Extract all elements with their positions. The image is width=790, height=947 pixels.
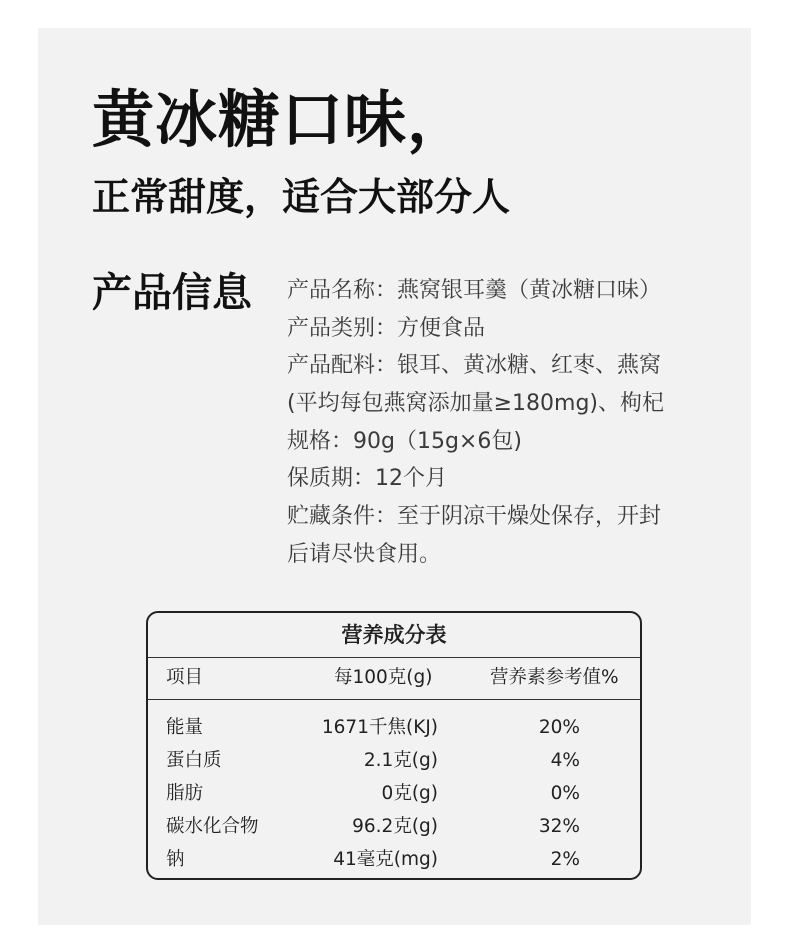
column-header-nrv: 营养素参考值%: [490, 667, 619, 688]
table-row: [148, 744, 640, 777]
row-per100g: 41毫克(mg): [333, 849, 438, 870]
product-category-line: 产品类别：方便食品: [287, 315, 486, 341]
headline-sweetness: 正常甜度，适合大部分人: [92, 175, 511, 219]
column-header-per100g: 每100克(g): [334, 667, 433, 688]
nutrition-table-title: 营养成分表: [341, 623, 447, 647]
row-nrv: 0%: [550, 783, 580, 804]
row-item: 碳水化合物: [166, 816, 259, 837]
column-header-item: 项目: [166, 667, 204, 688]
table-row: [148, 711, 640, 744]
product-spec-line: 规格：90g（15g×6包): [287, 428, 522, 454]
product-info-list: [287, 272, 717, 574]
table-row: [148, 843, 640, 876]
headline-flavor: 黄冰糖口味，: [92, 83, 471, 156]
product-storage-line: 贮藏条件：至于阴凉干燥处保存，开封: [287, 504, 662, 530]
row-nrv: 20%: [538, 717, 580, 738]
nutrition-rows: [148, 711, 640, 876]
row-per100g: 2.1克(g): [363, 750, 438, 771]
row-per100g: 96.2克(g): [352, 816, 438, 837]
product-ingredients-line-2: (平均每包燕窝添加量≥180mg)、枸杞: [287, 391, 664, 417]
row-item: 蛋白质: [166, 750, 222, 771]
table-row: [148, 777, 640, 810]
row-per100g: 1671千焦(KJ): [321, 717, 438, 738]
row-nrv: 4%: [550, 750, 580, 771]
nutrition-table: [146, 611, 642, 880]
row-nrv: 2%: [550, 849, 580, 870]
product-info-heading: 产品信息: [92, 270, 252, 316]
divider: [148, 699, 640, 700]
row-item: 脂肪: [166, 783, 204, 804]
product-storage-line-2: 后请尽快食用。: [287, 541, 442, 567]
row-item: 钠: [166, 849, 185, 870]
row-item: 能量: [166, 717, 204, 738]
row-per100g: 0克(g): [381, 783, 438, 804]
product-ingredients-line: 产品配料：银耳、黄冰糖、红枣、燕窝: [287, 353, 662, 379]
table-row: [148, 810, 640, 843]
row-nrv: 32%: [538, 816, 580, 837]
product-name-line: 产品名称：燕窝银耳羹（黄冰糖口味）: [287, 278, 662, 303]
product-shelf-life-line: 保质期：12个月: [287, 466, 447, 492]
